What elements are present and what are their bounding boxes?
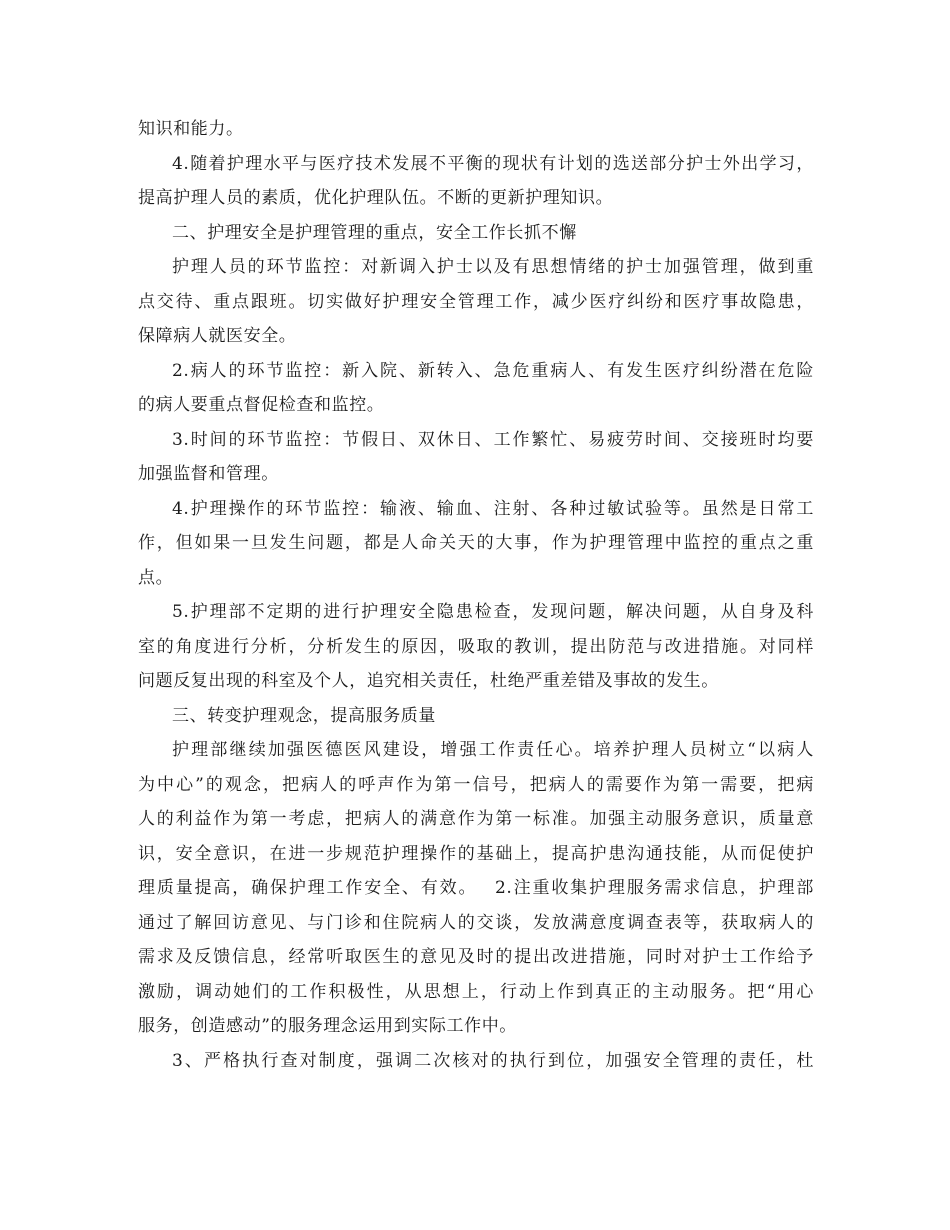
text-line: 护理人员的环节监控：对新调入护士以及有思想情绪的护士加强管理，做到重 [172, 257, 814, 277]
text-line: 理质量提高，确保护理工作安全、有效。 2.注重收集护理服务需求信息，护理部 [138, 878, 814, 898]
text-line: 4.护理操作的环节监控：输液、输血、注射、各种过敏试验等。虽然是日常工 [172, 498, 814, 519]
text-line: 加强监督和管理。 [138, 464, 279, 484]
document-body [138, 112, 814, 1078]
text-line: 三、转变护理观念，提高服务质量 [172, 705, 436, 726]
text-line: 5.护理部不定期的进行护理安全隐患检查，发现问题，解决问题，从自身及科 [172, 602, 814, 622]
text-line: 3、严格执行查对制度，强调二次核对的执行到位，加强安全管理的责任，杜 [172, 1050, 814, 1071]
text-line: 通过了解回访意见、与门诊和住院病人的交谈，发放满意度调查表等，获取病人的 [138, 912, 814, 933]
text-line: 服务，创造感动”的服务理念运用到实际工作中。 [138, 1016, 517, 1036]
text-line: 的病人要重点督促检查和监控。 [138, 395, 385, 415]
text-line: 激励，调动她们的工作积极性，从思想上，行动上作到真正的主动服务。把“用心 [138, 981, 814, 1002]
text-line: 护理部继续加强医德医风建设，增强工作责任心。培养护理人员树立“以病人 [172, 740, 814, 760]
text-line: 保障病人就医安全。 [138, 326, 297, 346]
text-line: 问题反复出现的科室及个人，追究相关责任，杜绝严重差错及事故的发生。 [138, 671, 719, 691]
text-line: 需求及反馈信息，经常听取医生的意见及时的提出改进措施，同时对护士工作给予 [138, 947, 814, 967]
text-line: 4.随着护理水平与医疗技术发展不平衡的现状有计划的选送部分护士外出学习， [172, 153, 814, 174]
text-line: 2.病人的环节监控：新入院、新转入、急危重病人、有发生医疗纠纷潜在危险 [172, 360, 814, 381]
text-line: 识，安全意识，在进一步规范护理操作的基础上，提高护患沟通技能，从而促使护 [138, 843, 814, 864]
text-line: 作，但如果一旦发生问题，都是人命关天的大事，作为护理管理中监控的重点之重 [138, 533, 814, 553]
text-line: 3.时间的环节监控：节假日、双休日、工作繁忙、易疲劳时间、交接班时均要 [172, 429, 814, 450]
text-line: 点。 [138, 567, 174, 588]
text-line: 人的利益作为第一考虑，把病人的满意作为第一标准。加强主动服务意识，质量意 [138, 809, 814, 829]
text-line: 二、护理安全是护理管理的重点，安全工作长抓不懈 [172, 222, 577, 243]
text-line: 室的角度进行分析，分析发生的原因，吸取的教训，提出防范与改进措施。对同样 [138, 636, 814, 657]
text-line: 知识和能力。 [138, 119, 244, 139]
text-line: 为中心”的观念，把病人的呼声作为第一信号，把病人的需要作为第一需要，把病 [138, 774, 814, 795]
text-line: 提高护理人员的素质，优化护理队伍。不断的更新护理知识。 [138, 188, 614, 208]
text-line: 点交待、重点跟班。切实做好护理安全管理工作，减少医疗纠纷和医疗事故隐患， [138, 291, 814, 312]
